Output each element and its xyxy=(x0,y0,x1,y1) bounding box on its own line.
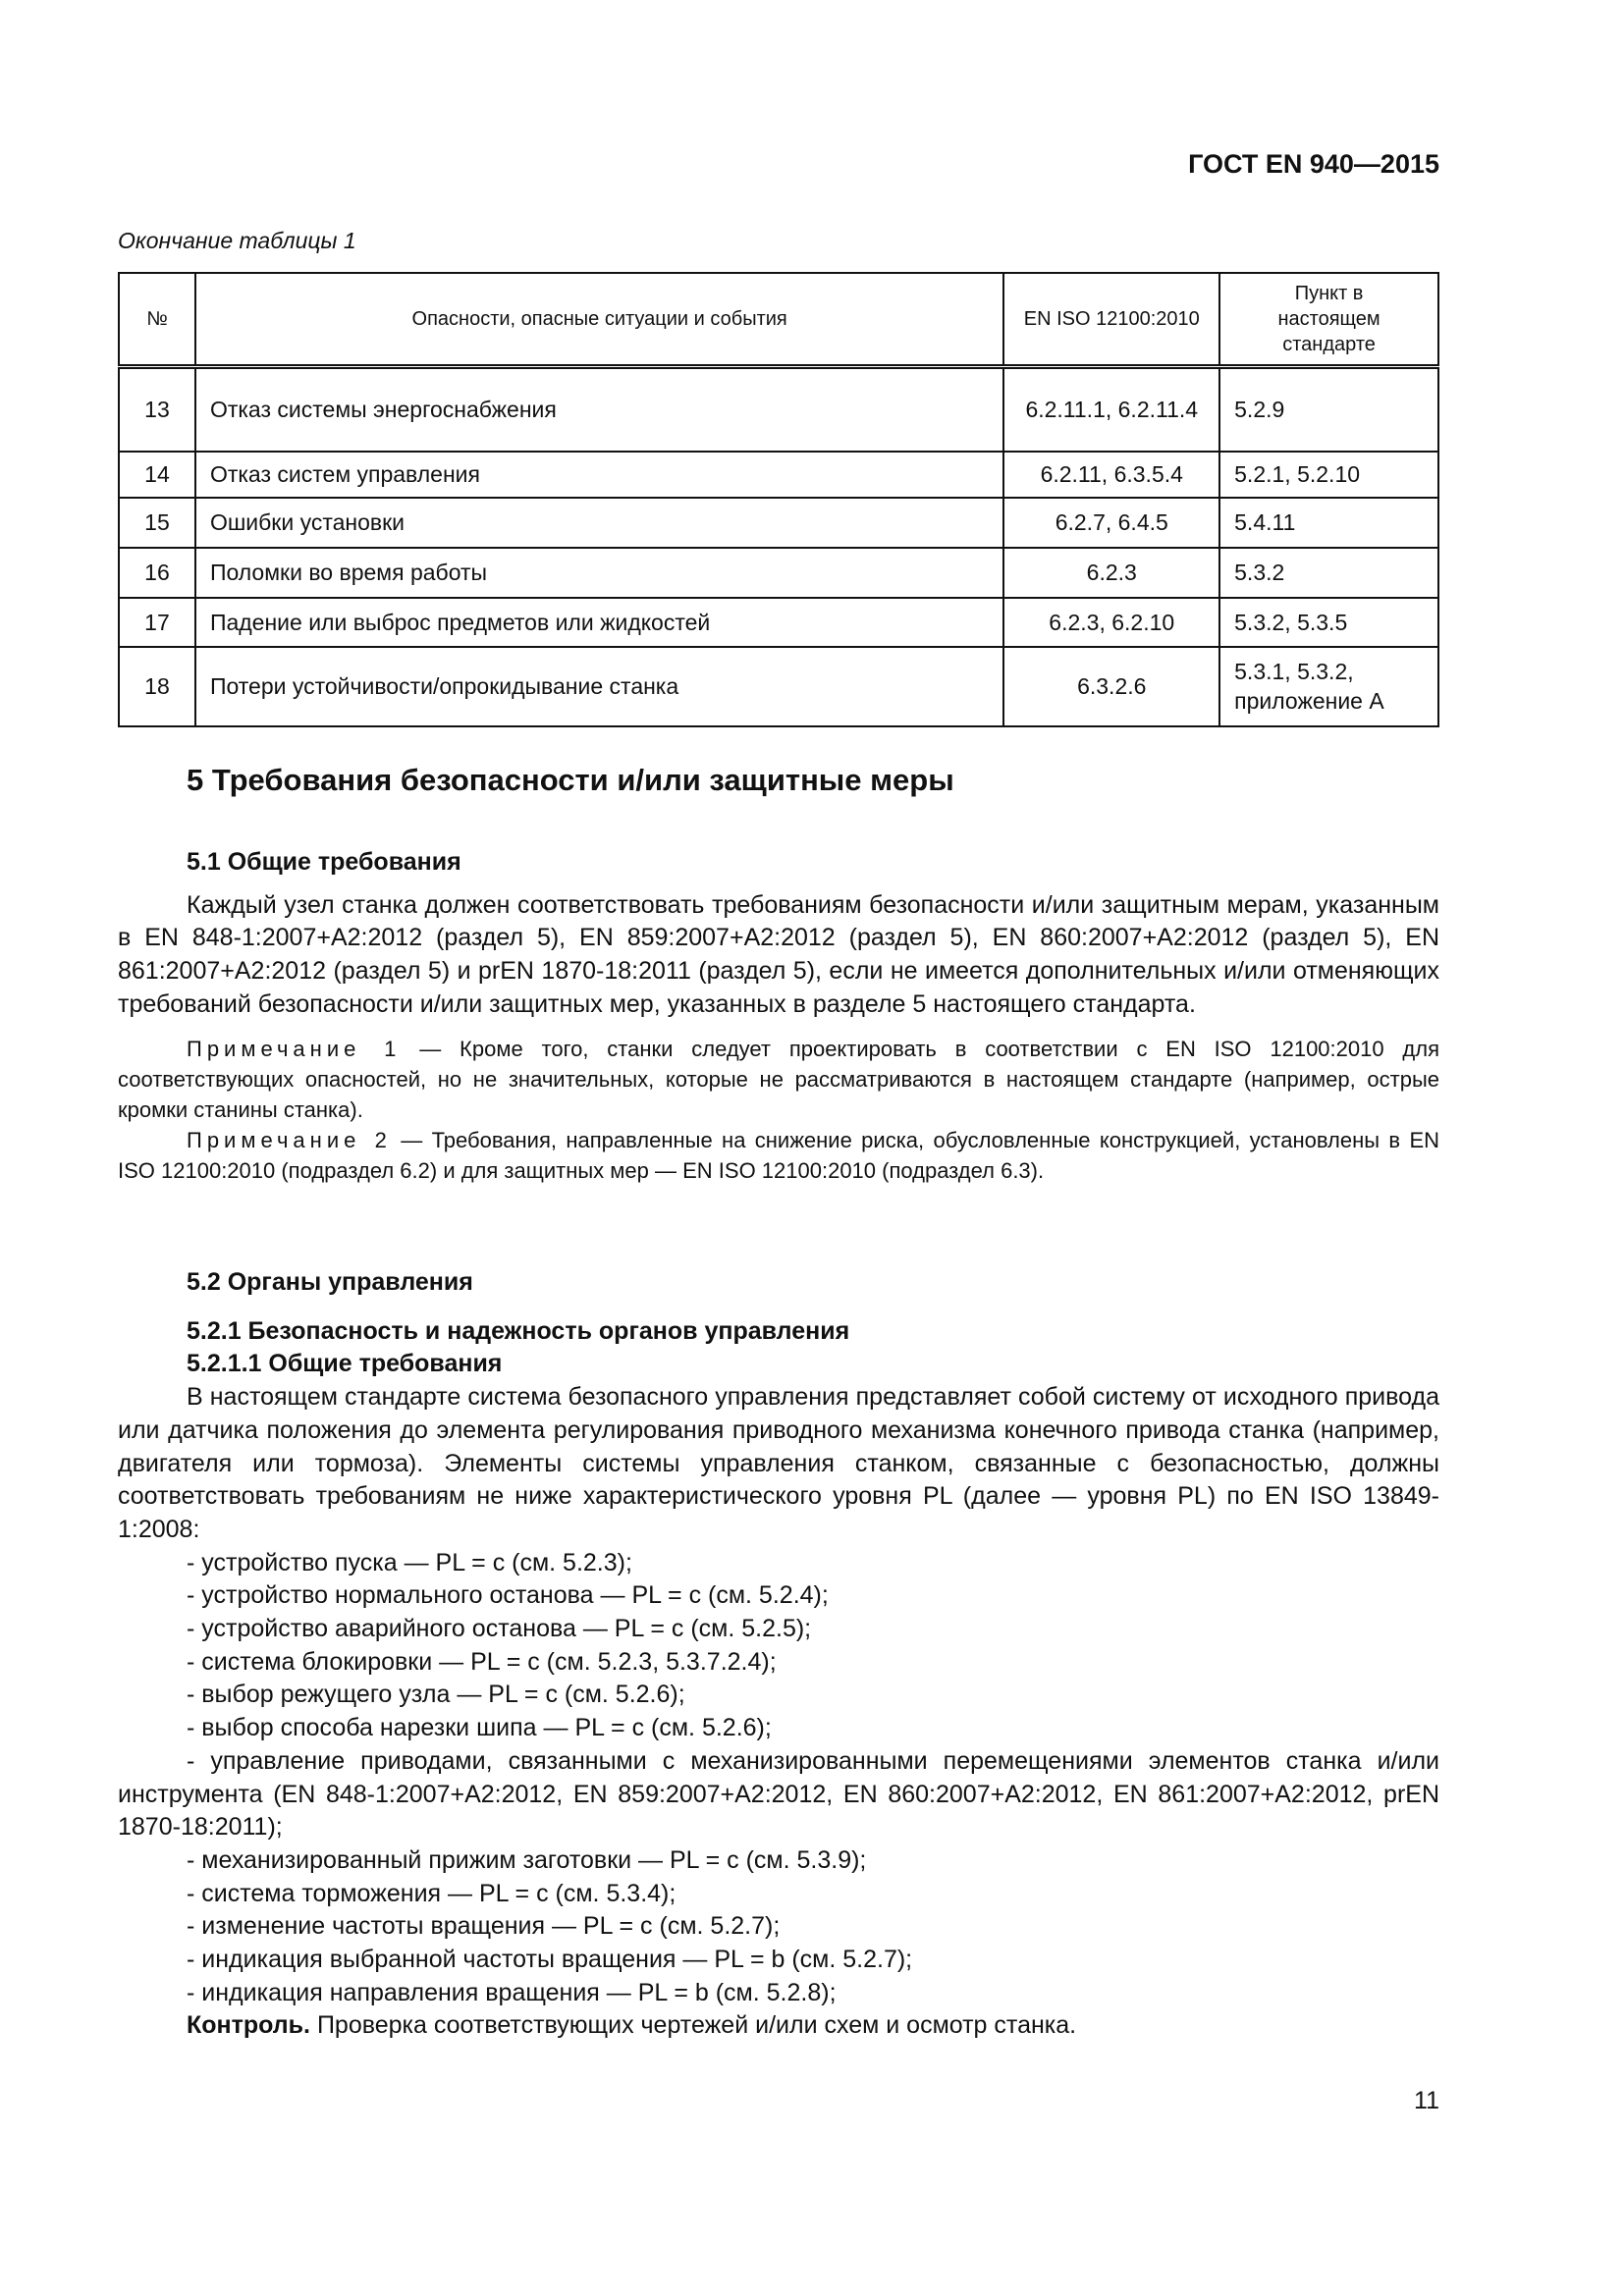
col-header-hazard: Опасности, опасные ситуации и события xyxy=(195,273,1003,367)
control-text: Контроль. Проверка соответствующих чертежей и/или схем и осмотр станка. xyxy=(187,2011,1077,2040)
iso-clause-cell: 6.3.2.6 xyxy=(1003,647,1219,726)
table-row xyxy=(119,647,1438,726)
table-caption: Окончание таблицы 1 xyxy=(118,228,356,253)
table-header-row xyxy=(119,273,1438,367)
hazard-cell: Поломки во время работы xyxy=(195,548,1003,598)
list-item: - устройство пуска — PL = c (см. 5.2.3); xyxy=(187,1548,632,1576)
section-5-2-1-1-title: 5.2.1.1 Общие требования xyxy=(187,1350,503,1378)
document-code: ГОСТ EN 940—2015 xyxy=(1188,149,1439,179)
section-5-2-1-title: 5.2.1 Безопасность и надежность органов управления xyxy=(187,1316,850,1345)
standard-clause-cell: 5.4.11 xyxy=(1219,498,1438,548)
row-number: 18 xyxy=(119,647,195,726)
list-item: - система блокировки — PL = c (см. 5.2.3, 5.3.7.2.4); xyxy=(187,1647,777,1676)
list-item: - управление приводами, связанными с механизированными перемещениями элементов станка и/или инструмента (EN 848-1:2007+A2:2012, EN 859:2007+A2:2012, EN 860:2007+A2:2012, EN 861:2007+A2:2012, prEN 1870-18:2011); xyxy=(118,1746,1439,1842)
table-row xyxy=(119,548,1438,598)
standard-clause-cell: 5.3.1, 5.3.2, приложение А xyxy=(1219,647,1438,726)
iso-clause-cell: 6.2.11, 6.3.5.4 xyxy=(1003,452,1219,498)
col-header-clause: Пункт в настоящем стандарте xyxy=(1219,273,1438,367)
standard-clause-cell: 5.3.2 xyxy=(1219,548,1438,598)
list-item: - устройство аварийного останова — PL = c (см. 5.2.5); xyxy=(187,1615,812,1643)
paragraph: В настоящем стандарте система безопасного управления представляет собой систему от исходного привода или датчика положения до элемента регулирования приводного механизма конечного привода станка (например, двигателя или тормоза). Элементы системы управления станком, связанные с безопасностью, должны соответствовать требованиям не ниже характеристического уровня PL (далее — уровня PL) по EN ISO 13849-1:2008: xyxy=(118,1383,1439,1543)
standard-clause-cell: 5.2.9 xyxy=(1219,367,1438,452)
table-row xyxy=(119,498,1438,548)
hazards-table xyxy=(118,272,1439,727)
row-number: 17 xyxy=(119,598,195,647)
section-5-title: 5 Требования безопасности и/или защитные меры xyxy=(187,763,954,797)
section-5-2-title: 5.2 Органы управления xyxy=(187,1268,473,1296)
iso-clause-cell: 6.2.3 xyxy=(1003,548,1219,598)
col-header-no: № xyxy=(119,273,195,367)
row-number: 13 xyxy=(119,367,195,452)
row-number: 16 xyxy=(119,548,195,598)
table-row xyxy=(119,452,1438,498)
list-item: - система торможения — PL = c (см. 5.3.4); xyxy=(187,1879,677,1907)
iso-clause-cell: 6.2.7, 6.4.5 xyxy=(1003,498,1219,548)
note-2: Примечание 2 — Требования, направленные на снижение риска, обусловленные конструкцией, установлены в EN ISO 12100:2010 (подраздел 6.2) и для защитных мер — EN ISO 12100:2010 (подраздел 6.3). xyxy=(118,1127,1440,1183)
list-item: - изменение частоты вращения — PL = c (см. 5.2.7); xyxy=(187,1912,781,1941)
iso-clause-cell: 6.2.3, 6.2.10 xyxy=(1003,598,1219,647)
row-number: 14 xyxy=(119,452,195,498)
table-row xyxy=(119,367,1438,452)
hazard-cell: Падение или выброс предметов или жидкостей xyxy=(195,598,1003,647)
section-5-2 xyxy=(118,1266,1439,2043)
list-item: - выбор способа нарезки шипа — PL = c (см. 5.2.6); xyxy=(187,1714,772,1742)
iso-clause-cell: 6.2.11.1, 6.2.11.4 xyxy=(1003,367,1219,452)
standard-clause-cell: 5.3.2, 5.3.5 xyxy=(1219,598,1438,647)
col-header-iso: EN ISO 12100:2010 xyxy=(1003,273,1219,367)
row-number: 15 xyxy=(119,498,195,548)
list-item: - индикация выбранной частоты вращения — PL = b (см. 5.2.7); xyxy=(187,1946,913,1974)
hazard-cell: Отказ систем управления xyxy=(195,452,1003,498)
page-number: 11 xyxy=(1414,2087,1439,2114)
section-5-1 xyxy=(118,846,1439,1186)
hazard-cell: Ошибки установки xyxy=(195,498,1003,548)
hazard-cell: Потери устойчивости/опрокидывание станка xyxy=(195,647,1003,726)
list-item: - индикация направления вращения — PL = b (см. 5.2.8); xyxy=(187,1978,837,2006)
standard-clause-cell: 5.2.1, 5.2.10 xyxy=(1219,452,1438,498)
table-row xyxy=(119,598,1438,647)
paragraph: Каждый узел станка должен соответствовать требованиям безопасности и/или защитным мерам, указанным в EN 848-1:2007+A2:2012 (раздел 5), EN 859:2007+A2:2012 (раздел 5), EN 860:2007+A2:2012 (раздел 5), EN 861:2007+A2:2012 (раздел 5) и prEN 1870-18:2011 (раздел 5), если не имеется дополнительных и/или отменяющих требований безопасности и/или защитных мер, указанных в разделе 5 настоящего стандарта. xyxy=(118,890,1439,1018)
list-item: - устройство нормального останова — PL = c (см. 5.2.4); xyxy=(187,1581,829,1610)
note-1: Примечание 1 — Кроме того, станки следует проектировать в соответствии с EN ISO 12100:2010 для соответствующих опасностей, но не значительных, которые не рассматриваются в настоящем стандарте (например, острые кромки станины станка). xyxy=(118,1036,1440,1122)
list-item: - выбор режущего узла — PL = c (см. 5.2.6); xyxy=(187,1681,685,1709)
list-item: - механизированный прижим заготовки — PL = c (см. 5.3.9); xyxy=(187,1845,867,1874)
hazard-cell: Отказ системы энергоснабжения xyxy=(195,367,1003,452)
section-5-1-title: 5.1 Общие требования xyxy=(187,848,461,876)
